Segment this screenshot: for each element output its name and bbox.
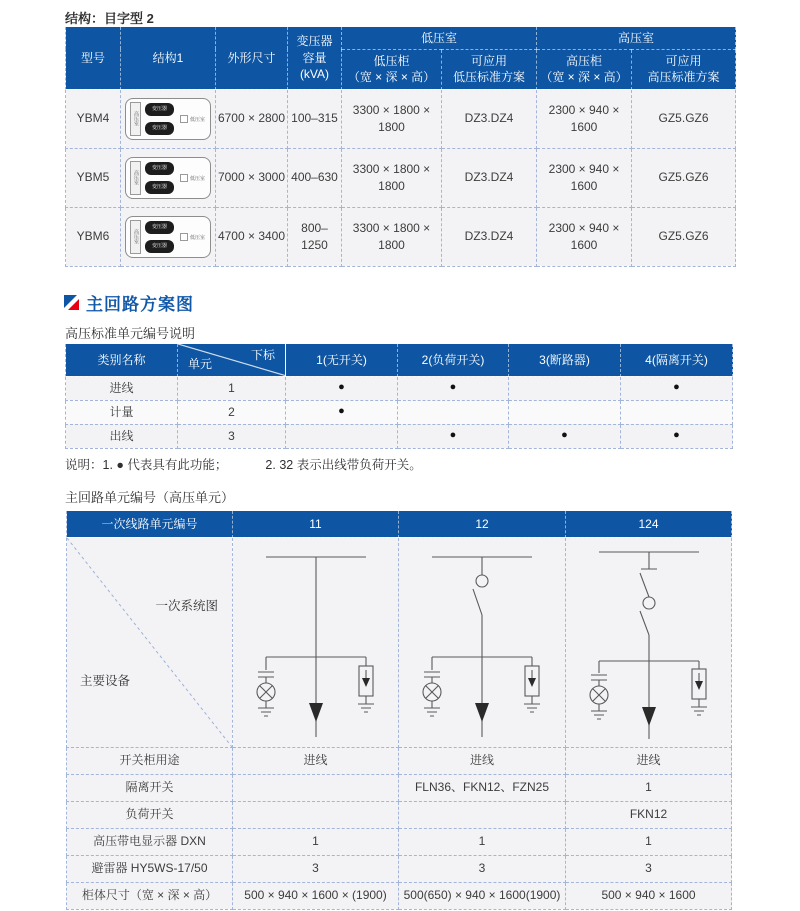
unit-table (66, 511, 732, 910)
table-row (67, 828, 732, 855)
table-row (66, 207, 736, 266)
value-cell: 进线 (566, 747, 732, 774)
numbering-table (65, 344, 733, 449)
numbering-header-category: 类别名称 (66, 344, 178, 376)
row-label: 开关柜用途 (67, 747, 233, 774)
lv-cabinet-cell: 3300 × 1800 × 1800 (342, 207, 442, 266)
model-cell: YBM4 (66, 89, 121, 148)
function-dot-cell: ● (621, 424, 733, 448)
hv-cabinet-cell: 2300 × 940 × 1600 (537, 89, 632, 148)
lv-room-label: 低压室 (190, 175, 206, 182)
dimensions-cell: 7000 × 3000 (216, 148, 288, 207)
lv-plan-cell: DZ3.DZ4 (442, 207, 537, 266)
numbering-header-c1: 1(无开关) (286, 344, 398, 376)
transformer-block: 变压器 (145, 240, 174, 253)
section-marker-icon (64, 295, 79, 310)
hv-cabinet-cell: 2300 × 940 × 1600 (537, 207, 632, 266)
circuit-diagram-12 (399, 539, 565, 745)
numbering-header-c3: 3(断路器) (509, 344, 621, 376)
function-dot-cell: ● (621, 376, 733, 400)
unit-number-cell: 2 (178, 400, 286, 424)
hv-room-strip: 高压室 (130, 220, 141, 254)
diagram-corner-cell (67, 537, 233, 747)
section-heading (64, 290, 194, 315)
spec-header-lv-cabinet: 低压柜 （宽 × 深 × 高） (342, 49, 442, 89)
spec-header-capacity: 变压器 容量 (kVA) (288, 27, 342, 89)
row-label: 隔离开关 (67, 774, 233, 801)
function-dot-cell (286, 424, 398, 448)
table-row (66, 89, 736, 148)
numbering-header-diagonal (178, 344, 286, 376)
row-label: 高压带电显示器 DXN (67, 828, 233, 855)
row-label: 柜体尺寸（宽 × 深 × 高） (67, 882, 233, 909)
table-row (67, 801, 732, 828)
structure-type-label: 结构：目字型 2 (65, 11, 154, 26)
diagram-row (67, 537, 732, 747)
table-row (67, 774, 732, 801)
note-part2: 2. 32 表示出线带负荷开关。 (265, 458, 422, 472)
numbering-header-c4: 4(隔离开关) (621, 344, 733, 376)
subscript-label: 下标 (250, 348, 275, 362)
structure-thumbnail-cell (121, 89, 216, 148)
unit-number-cell: 3 (178, 424, 286, 448)
function-dot-cell (509, 400, 621, 424)
transformer-block: 变压器 (145, 122, 174, 135)
spec-header-lv-plan: 可应用 低压标准方案 (442, 49, 537, 89)
lv-room-square (180, 115, 188, 123)
structure-thumbnail-cell (121, 207, 216, 266)
substation-layout-thumbnail (122, 96, 214, 142)
substation-layout-thumbnail (122, 155, 214, 201)
circuit-diagram-124 (566, 539, 732, 745)
unit-header-label: 一次线路单元编号 (67, 511, 233, 537)
value-cell: 500 × 940 × 1600 (566, 882, 732, 909)
category-cell: 进线 (66, 376, 178, 400)
value-cell: 1 (233, 828, 399, 855)
spec-header-structure: 结构1 (121, 27, 216, 89)
hv-plan-cell: GZ5.GZ6 (632, 148, 736, 207)
unit-id-11: 11 (233, 511, 399, 537)
section-title: 主回路方案图 (86, 295, 194, 314)
table-row (67, 855, 732, 882)
capacity-cell: 400–630 (288, 148, 342, 207)
value-cell: 1 (566, 774, 732, 801)
substation-layout-thumbnail (122, 214, 214, 260)
transformer-block: 变压器 (145, 181, 174, 194)
value-cell (233, 774, 399, 801)
transformer-block: 变压器 (145, 162, 174, 175)
lv-plan-cell: DZ3.DZ4 (442, 89, 537, 148)
spec-table (65, 27, 736, 267)
value-cell: 500 × 940 × 1600 × (1900) (233, 882, 399, 909)
value-cell: FLN36、FKN12、FZN25 (399, 774, 566, 801)
value-cell: 进线 (233, 747, 399, 774)
table-row (67, 747, 732, 774)
unit-id-124: 124 (566, 511, 732, 537)
note-part1: 说明：1. ● 代表具有此功能； (65, 458, 228, 472)
function-dot-cell (398, 400, 509, 424)
lv-room-label: 低压室 (190, 116, 206, 123)
main-equipment-label: 主要设备 (80, 674, 131, 688)
spec-header-hv-cabinet: 高压柜 （宽 × 深 × 高） (537, 49, 632, 89)
category-cell: 计量 (66, 400, 178, 424)
value-cell: 3 (399, 855, 566, 882)
spec-header-model: 型号 (66, 27, 121, 89)
table-row (66, 376, 733, 400)
value-cell: 1 (399, 828, 566, 855)
table-row (66, 148, 736, 207)
row-label: 负荷开关 (67, 801, 233, 828)
hv-room-strip: 高压室 (130, 102, 141, 136)
lv-cabinet-cell: 3300 × 1800 × 1800 (342, 89, 442, 148)
system-diagram-label: 一次系统图 (155, 598, 218, 613)
hv-room-strip: 高压室 (130, 161, 141, 195)
diagonal-divider (67, 538, 232, 747)
value-cell (399, 801, 566, 828)
value-cell: 进线 (399, 747, 566, 774)
hv-plan-cell: GZ5.GZ6 (632, 207, 736, 266)
spec-header-hv-plan: 可应用 高压标准方案 (632, 49, 736, 89)
spec-header-lv-room: 低压室 (342, 27, 537, 49)
transformer-block: 变压器 (145, 103, 174, 116)
function-dot-cell: ● (286, 400, 398, 424)
value-cell: 1 (566, 828, 732, 855)
circuit-diagram-11 (233, 539, 399, 745)
numbering-subtitle: 高压标准单元编号说明 (65, 326, 196, 341)
unit-table-title: 主回路单元编号（高压单元） (65, 490, 235, 505)
function-dot-cell: ● (286, 376, 398, 400)
note-line (65, 455, 460, 473)
function-dot-cell (509, 376, 621, 400)
structure-thumbnail-cell (121, 148, 216, 207)
lv-cabinet-cell: 3300 × 1800 × 1800 (342, 148, 442, 207)
function-dot-cell: ● (398, 376, 509, 400)
table-row (66, 424, 733, 448)
lv-room-square (180, 174, 188, 182)
value-cell: 3 (233, 855, 399, 882)
row-label: 避雷器 HY5WS-17/50 (67, 855, 233, 882)
dimensions-cell: 6700 × 2800 (216, 89, 288, 148)
circuit-cell-124 (566, 537, 732, 747)
value-cell: FKN12 (566, 801, 732, 828)
numbering-header-c2: 2(负荷开关) (398, 344, 509, 376)
model-cell: YBM6 (66, 207, 121, 266)
hv-plan-cell: GZ5.GZ6 (632, 89, 736, 148)
function-dot-cell (621, 400, 733, 424)
dimensions-cell: 4700 × 3400 (216, 207, 288, 266)
lv-room-square (180, 233, 188, 241)
table-row (67, 882, 732, 909)
unit-label: 单元 (188, 357, 213, 372)
spec-header-hv-room: 高压室 (537, 27, 736, 49)
unit-number-cell: 1 (178, 376, 286, 400)
value-cell (233, 801, 399, 828)
function-dot-cell: ● (509, 424, 621, 448)
value-cell: 500(650) × 940 × 1600(1900) (399, 882, 566, 909)
capacity-cell: 100–315 (288, 89, 342, 148)
value-cell: 3 (566, 855, 732, 882)
lv-room-label: 低压室 (190, 234, 206, 241)
circuit-cell-12 (399, 537, 566, 747)
unit-id-12: 12 (399, 511, 566, 537)
table-row (66, 400, 733, 424)
transformer-block: 变压器 (145, 221, 174, 234)
category-cell: 出线 (66, 424, 178, 448)
lv-plan-cell: DZ3.DZ4 (442, 148, 537, 207)
function-dot-cell: ● (398, 424, 509, 448)
circuit-cell-11 (233, 537, 399, 747)
spec-header-dimensions: 外形尺寸 (216, 27, 288, 89)
model-cell: YBM5 (66, 148, 121, 207)
capacity-cell: 800–1250 (288, 207, 342, 266)
hv-cabinet-cell: 2300 × 940 × 1600 (537, 148, 632, 207)
